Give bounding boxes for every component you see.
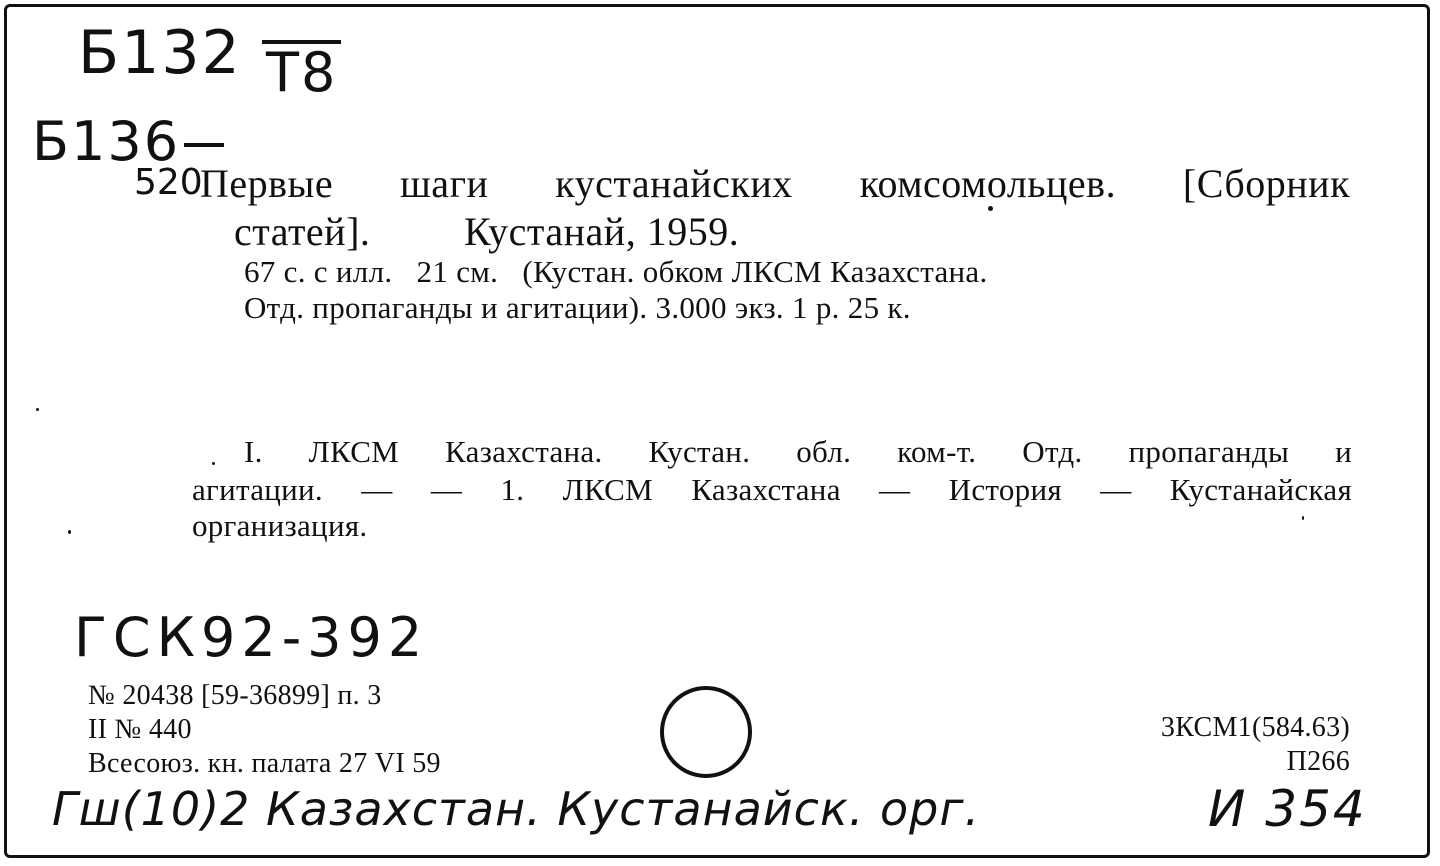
handwritten-bottom-note: Гш(10)2 Казахстан. Кустанайск. орг. (52, 782, 981, 836)
footer-number-line: № 20438 [59-36899] п. 3 (88, 680, 382, 711)
handwritten-shelfmark-2: Б136 (32, 110, 224, 173)
annotation-line-2: агитации. — — 1. ЛКСМ Казахстана — История — Кустанайская (192, 472, 1352, 507)
author-mark: П266 (1286, 746, 1350, 777)
speck (36, 408, 39, 411)
footer-chamber-line: Всесоюз. кн. палата 27 VI 59 (88, 748, 441, 779)
handwritten-shelfmark-1-sub: Т8 (262, 40, 341, 102)
handwritten-shelfmark-2-sub: 520 (134, 162, 203, 203)
footer-ii-line: II № 440 (88, 714, 192, 745)
handwritten-shelfmark-1: Б132 (78, 18, 242, 88)
title-line-1: Первые шаги кустанайских комсомольцев. [Сборник (200, 161, 1350, 206)
classification-code: 3КСМ1(584.63) (1160, 712, 1350, 743)
title-line-2b: Кустанай, 1959. (464, 209, 740, 254)
handwritten-bottom-code: И 354 (1208, 780, 1367, 838)
title-line-2a: статей]. (234, 209, 371, 254)
annotation-line-3: организация. (192, 508, 368, 543)
speck (212, 462, 215, 465)
punch-hole (656, 682, 756, 782)
description-line-1: 67 с. с илл. 21 см. (Кустан. обком ЛКСМ Казахстана. (244, 254, 988, 289)
handwritten-gsk-number: ГСК92-392 (74, 606, 429, 669)
speck (988, 206, 993, 211)
description-line-2: Отд. пропаганды и агитации). 3.000 экз. 1 р. 25 к. (244, 290, 911, 325)
annotation-line-1: I. ЛКСМ Казахстана. Кустан. обл. ком-т. Отд. пропаганды и (244, 434, 1352, 469)
speck (68, 530, 71, 534)
speck (1302, 516, 1304, 520)
